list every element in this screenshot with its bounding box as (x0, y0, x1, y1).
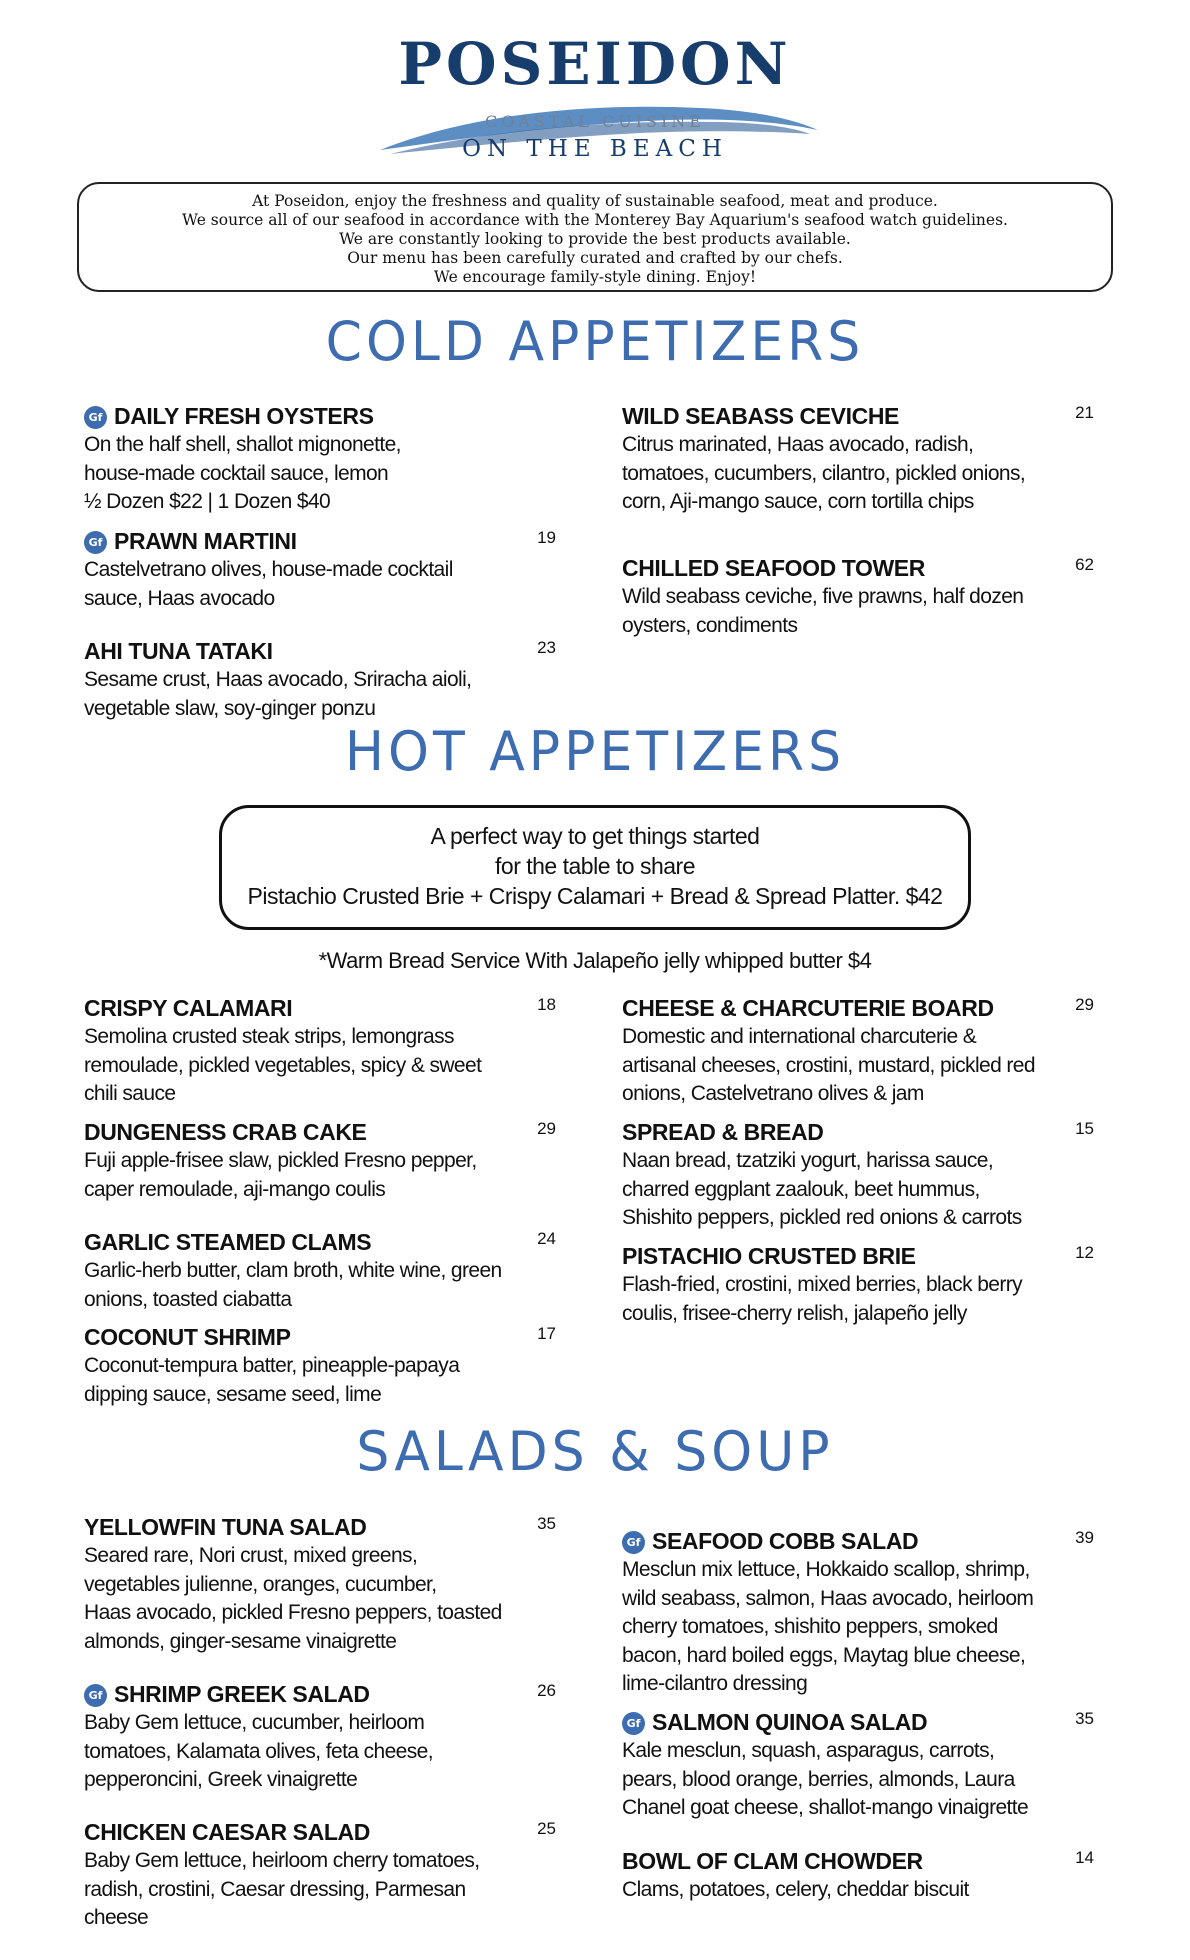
item-desc-line: Garlic-herb butter, clam broth, white wine, green (84, 1259, 502, 1282)
item-desc-line: On the half shell, shallot mignonette, (84, 433, 401, 456)
item-desc-line: pepperoncini, Greek vinaigrette (84, 1768, 358, 1791)
item-desc-line: remoulade, pickled vegetables, spicy & sweet (84, 1053, 482, 1077)
menu-item (84, 1117, 554, 1204)
intro-line: At Poseidon, enjoy the freshness and quality of sustainable seafood, meat and produce. (252, 192, 938, 210)
item-desc-line: Semolina crusted steak strips, lemongrass (84, 1025, 454, 1048)
menu-item (84, 526, 554, 613)
item-desc-line: Mesclun mix lettuce, Hokkaido scallop, shrimp, (622, 1558, 1030, 1581)
section-title-hot-appetizers: HOT APPETIZERS (344, 720, 846, 784)
bread-service-note: *Warm Bread Service With Jalapeño jelly whipped butter $4 (318, 948, 872, 973)
item-desc-line: Naan bread, tzatziki yogurt, harissa sauce, (622, 1149, 994, 1172)
item-desc-line: coulis, frisee-cherry relish, jalapeño jelly (622, 1301, 967, 1325)
menu-item (84, 1322, 554, 1409)
item-name: AHI TUNA TATAKI (84, 638, 273, 664)
item-name: CRISPY CALAMARI (84, 995, 293, 1021)
item-desc-line: Citrus marinated, Haas avocado, radish, (622, 433, 974, 456)
item-desc-line: oysters, condiments (622, 613, 798, 637)
item-price: 14 (1075, 1848, 1094, 1867)
intro-line: We are constantly looking to provide the best products available. (339, 230, 851, 248)
item-desc-line: Sesame crust, Haas avocado, Sriracha aioli, (84, 668, 472, 691)
item-desc-line: sauce, Haas avocado (84, 586, 275, 610)
item-desc-line: charred eggplant zaalouk, beet hummus, (622, 1177, 980, 1201)
menu-item (84, 1512, 554, 1656)
menu-item (622, 1117, 1092, 1233)
menu-item (622, 1846, 1092, 1905)
gluten-free-icon: Gf (84, 406, 107, 429)
item-name: SHRIMP GREEK SALAD (114, 1681, 370, 1707)
item-desc-line: dipping sauce, sesame seed, lime (84, 1382, 382, 1406)
item-desc-line: Clams, potatoes, celery, cheddar biscuit (622, 1878, 969, 1901)
item-price: 23 (537, 638, 556, 657)
menu-item (622, 1707, 1092, 1823)
item-desc-line: tomatoes, Kalamata olives, feta cheese, (84, 1739, 433, 1763)
item-desc-line: caper remoulade, aji-mango coulis (84, 1177, 386, 1201)
menu-item (84, 1679, 554, 1795)
item-name: CHILLED SEAFOOD TOWER (622, 555, 925, 581)
menu-item (622, 1526, 1092, 1699)
item-name: SALMON QUINOA SALAD (652, 1709, 928, 1735)
item-name: CHICKEN CAESAR SALAD (84, 1819, 370, 1845)
item-price: 18 (537, 995, 556, 1014)
menu-item (84, 1227, 554, 1314)
item-desc-line: Baby Gem lettuce, heirloom cherry tomatoes, (84, 1849, 480, 1872)
item-desc-line: almonds, ginger-sesame vinaigrette (84, 1629, 397, 1653)
restaurant-logo (370, 30, 820, 170)
item-desc-line: pears, blood orange, berries, almonds, Laura (622, 1767, 1015, 1791)
item-price: 21 (1075, 403, 1094, 422)
item-desc-line: house-made cocktail sauce, lemon (84, 461, 389, 485)
item-desc-line: onions, toasted ciabatta (84, 1287, 292, 1311)
item-name: DUNGENESS CRAB CAKE (84, 1119, 367, 1145)
item-price: 35 (1075, 1709, 1094, 1728)
item-desc-line: Domestic and international charcuterie & (622, 1025, 977, 1048)
item-desc-line: Baby Gem lettuce, cucumber, heirloom (84, 1711, 425, 1734)
item-name: CHEESE & CHARCUTERIE BOARD (622, 995, 994, 1021)
item-desc-line: radish, crostini, Caesar dressing, Parmesan (84, 1877, 466, 1901)
intro-box (77, 182, 1113, 292)
sharing-platter-box (219, 805, 971, 930)
item-name: BOWL OF CLAM CHOWDER (622, 1848, 923, 1874)
item-price: 39 (1075, 1528, 1094, 1547)
item-price: 12 (1075, 1243, 1094, 1262)
item-price: 19 (537, 528, 556, 547)
item-desc-line: wild seabass, salmon, Haas avocado, heirloom (622, 1586, 1034, 1610)
gluten-free-icon: Gf (84, 1684, 107, 1707)
item-desc-line: vegetable slaw, soy-ginger ponzu (84, 696, 376, 720)
item-desc-line: Coconut-tempura batter, pineapple-papaya (84, 1354, 460, 1377)
item-desc-line: vegetables julienne, oranges, cucumber, (84, 1572, 437, 1596)
item-name: DAILY FRESH OYSTERS (114, 403, 374, 429)
platter-line: for the table to share (495, 853, 695, 879)
item-desc-line: ½ Dozen $22 | 1 Dozen $40 (84, 490, 331, 513)
menu-item (622, 993, 1092, 1109)
item-desc-line: Wild seabass ceviche, five prawns, half dozen (622, 585, 1024, 608)
intro-line: Our menu has been carefully curated and crafted by our chefs. (347, 249, 843, 267)
item-price: 29 (537, 1119, 556, 1138)
item-name: PRAWN MARTINI (114, 528, 297, 554)
brand-subtitle: COASTAL CUISINE (485, 112, 705, 131)
item-price: 35 (537, 1514, 556, 1533)
item-price: 15 (1075, 1119, 1094, 1138)
item-name: PISTACHIO CRUSTED BRIE (622, 1243, 916, 1269)
platter-line: A perfect way to get things started (430, 823, 760, 849)
item-desc-line: cherry tomatoes, shishito peppers, smoked (622, 1615, 998, 1638)
item-price: 24 (537, 1229, 556, 1248)
item-price: 62 (1075, 555, 1094, 574)
section-title-cold-appetizers: COLD APPETIZERS (325, 310, 865, 374)
item-desc-line: lime-cilantro dressing (622, 1672, 808, 1695)
menu-item (84, 636, 554, 723)
item-name: SEAFOOD COBB SALAD (652, 1528, 919, 1554)
item-desc-line: artisanal cheeses, crostini, mustard, pickled red (622, 1053, 1035, 1077)
item-desc-line: Haas avocado, pickled Fresno peppers, toasted (84, 1601, 502, 1624)
item-desc-line: chili sauce (84, 1082, 176, 1105)
item-name: YELLOWFIN TUNA SALAD (84, 1514, 367, 1540)
intro-line: We source all of our seafood in accordance with the Monterey Bay Aquarium's seafood watch guidelines. (182, 211, 1008, 229)
gluten-free-icon: Gf (622, 1531, 645, 1554)
menu-item (622, 1241, 1092, 1328)
menu-item (84, 1817, 554, 1933)
item-desc-line: tomatoes, cucumbers, cilantro, pickled onions, (622, 461, 1026, 485)
menu-item (622, 553, 1092, 640)
item-desc-line: Kale mesclun, squash, asparagus, carrots, (622, 1739, 995, 1762)
menu-item (622, 401, 1092, 517)
item-name: WILD SEABASS CEVICHE (622, 403, 899, 429)
intro-line: We encourage family-style dining. Enjoy! (433, 268, 757, 286)
gluten-free-icon: Gf (622, 1712, 645, 1735)
platter-line: Pistachio Crusted Brie + Crispy Calamari + Bread & Spread Platter. $42 (247, 883, 943, 909)
brand-name: POSEIDON (398, 30, 792, 98)
item-desc-line: corn, Aji-mango sauce, corn tortilla chips (622, 490, 974, 513)
brand-tagline: ON THE BEACH (462, 136, 728, 162)
item-desc-line: Chanel goat cheese, shallot-mango vinaigrette (622, 1796, 1029, 1819)
item-desc-line: cheese (84, 1906, 149, 1929)
item-price: 26 (537, 1681, 556, 1700)
section-title-salads-soup: SALADS & SOUP (356, 1420, 834, 1484)
item-desc-line: Fuji apple-frisee slaw, pickled Fresno pepper, (84, 1149, 477, 1172)
item-desc-line: Shishito peppers, pickled red onions & carrots (622, 1206, 1022, 1229)
menu-item (84, 401, 554, 517)
item-price: 25 (537, 1819, 556, 1838)
item-name: GARLIC STEAMED CLAMS (84, 1229, 372, 1255)
item-price: 17 (537, 1324, 556, 1343)
item-name: COCONUT SHRIMP (84, 1324, 291, 1350)
item-price: 29 (1075, 995, 1094, 1014)
gluten-free-icon: Gf (84, 531, 107, 554)
item-name: SPREAD & BREAD (622, 1119, 824, 1145)
item-desc-line: bacon, hard boiled eggs, Maytag blue cheese, (622, 1643, 1026, 1667)
item-desc-line: Castelvetrano olives, house-made cocktail (84, 558, 453, 581)
item-desc-line: Flash-fried, crostini, mixed berries, black berry (622, 1273, 1023, 1296)
menu-item (84, 993, 554, 1109)
item-desc-line: Seared rare, Nori crust, mixed greens, (84, 1544, 418, 1567)
item-desc-line: onions, Castelvetrano olives & jam (622, 1082, 924, 1105)
